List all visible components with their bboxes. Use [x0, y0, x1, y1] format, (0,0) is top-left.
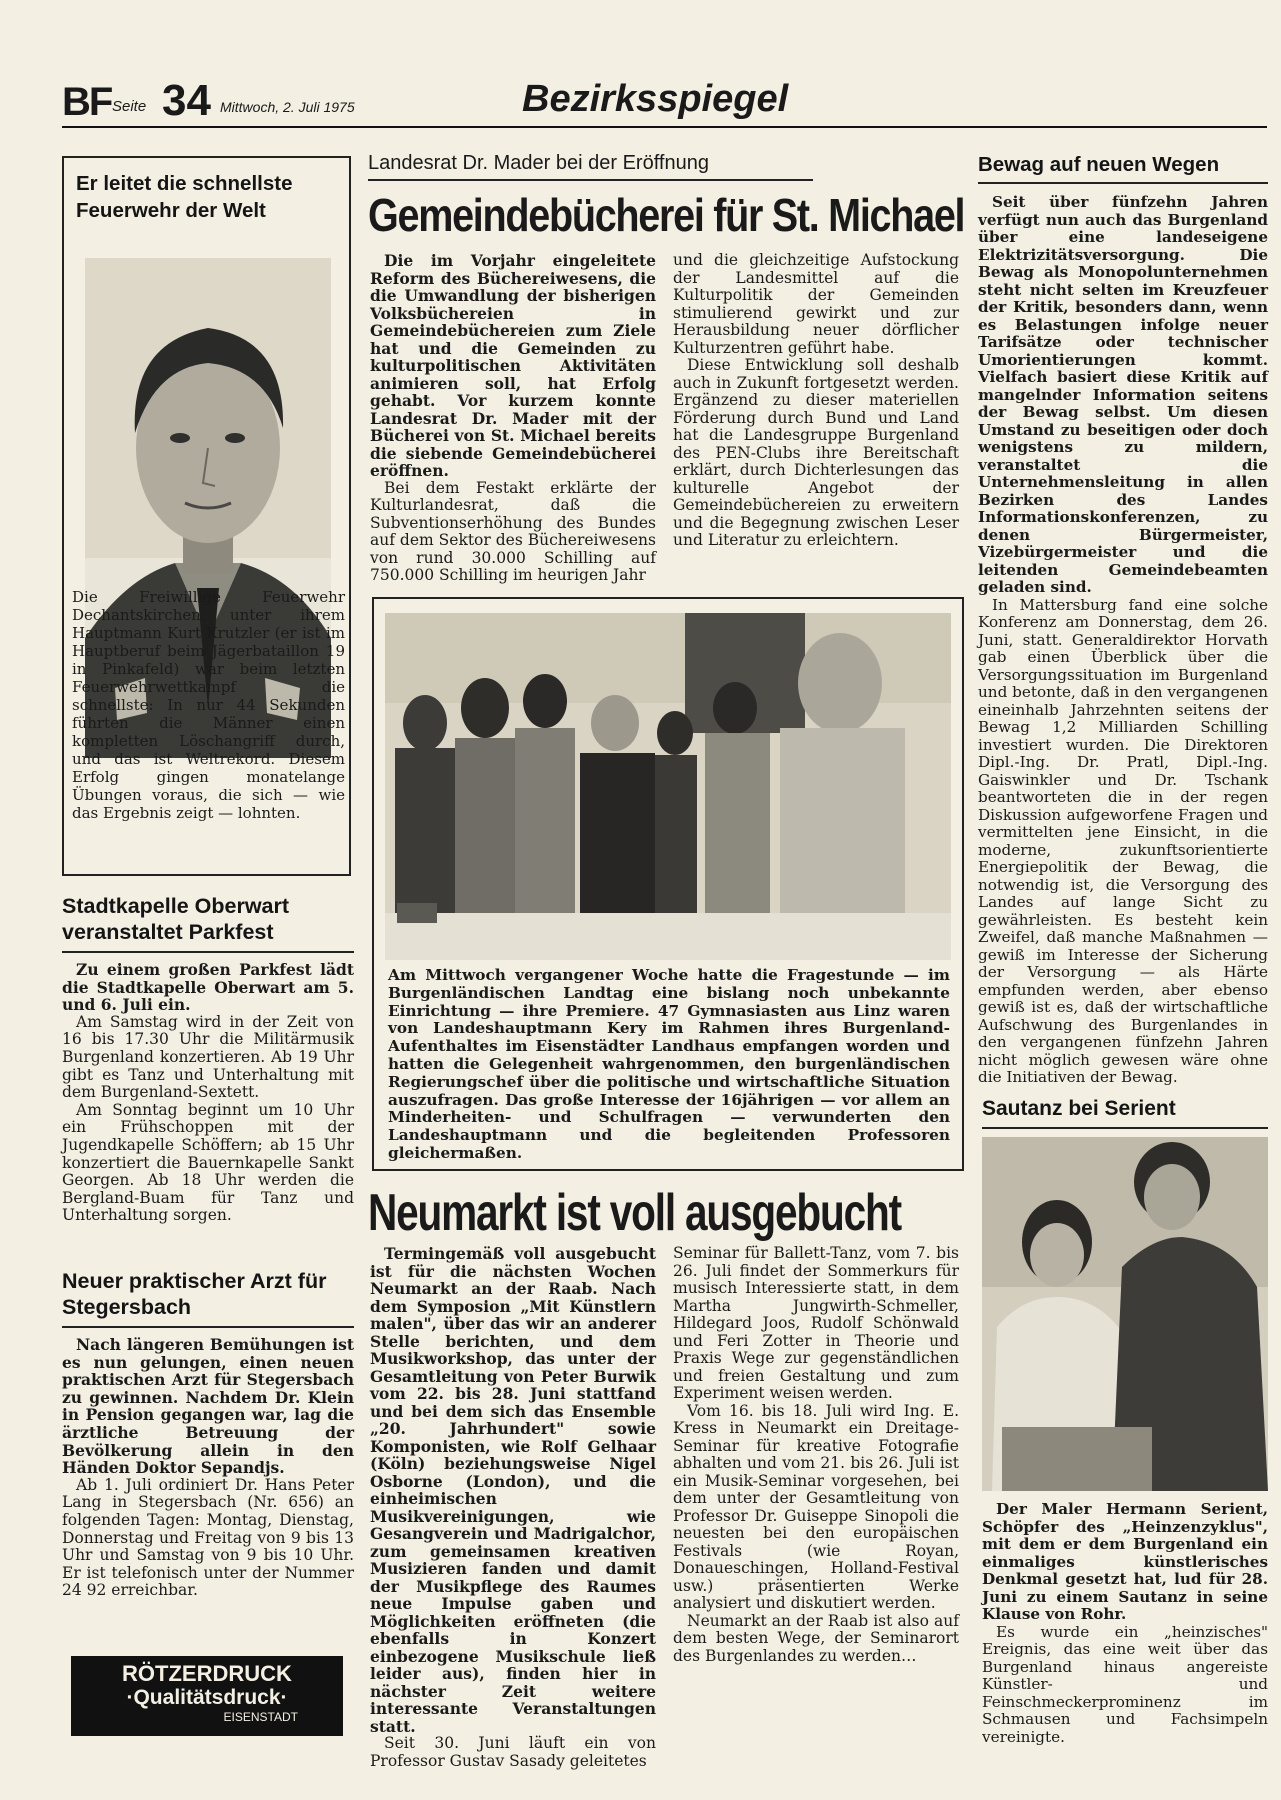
sautanz-photo: [982, 1137, 1268, 1491]
bewag-headline: Bewag auf neuen Wegen: [978, 153, 1220, 176]
arzt-lead: Nach längeren Bemühungen ist es nun gelungen, einen neuen praktischen Arzt für Stegersbach zu gewinnen. Nachdem Dr. Klein in Pension gegangen war, lag die ärztliche Betreuung der Bevölkerung allein in den Händen Doktor Sepandjs.: [62, 1335, 354, 1478]
stadtkapelle-rule: [62, 951, 354, 953]
newspaper-logo: BF: [62, 80, 112, 124]
buecherei-kicker: Landesrat Dr. Mader bei der Eröffnung: [368, 152, 709, 174]
bewag-article: [978, 152, 1268, 1087]
landtag-group-photo: [385, 613, 951, 960]
arzt-rule: [62, 1326, 354, 1328]
neumarkt-article: [368, 1185, 968, 1241]
neumarkt-col-2: [673, 1245, 959, 1665]
bewag-body: [978, 194, 1268, 1087]
stadtkapelle-paragraph: Am Sonntag beginnt um 10 Uhr ein Frühschoppen mit der Jugendkapelle Schöffern; ab 15 Uhr konzertiert die Bauernkapelle Sankt Georgen. Ab 18 Uhr werden die Bergland-Buam für Tanz und Unterhaltung sorgen.: [62, 1100, 354, 1225]
sautanz-paragraph: Es wurde ein „heinzisches" Ereignis, das eine weit über das Burgenland hinaus angereiste Künstler- und Feinschmeckerprominenz im Schmausen und Fachsimpeln vereinigte.: [982, 1622, 1268, 1746]
arzt-article: [62, 1268, 354, 1600]
buecherei-paragraph: und die gleichzeitige Aufstockung der Landesmittel auf die Kulturpolitik der Gemeinden stimulierend gewirkt und zur Herausbildung neuer dörflicher Kulturzentren geführt habe.: [673, 251, 959, 357]
bewag-rule: [978, 182, 1268, 184]
feuerwehr-caption: Die Freiwillige Feuerwehr Dechantskirchen unter ihrem Hauptmann Kurt Krutzler (er ist im Hauptberuf beim Jägerbataillon 19 in Pinkafeld) war beim letzten Feuerwehrwettkampf die schnellste: In nur 44 Sekunden führten die Männer einen kompletten Löschangriff durch, und das ist Weltrekord. Diesem Erfolg gingen monatelange Übungen voraus, die sich — wie das Ergebnis zeigt — lohnten.: [72, 588, 345, 822]
landtag-caption: Am Mittwoch vergangener Woche hatte die Fragestunde — im Burgenländischen Landtag eine bislang noch unbekannte Einrichtung — ihre Premiere. 47 Gymnasiasten aus Linz waren von Landeshauptmann Kery im Rahmen ihres Burgenland-Aufenthaltes im Eisenstädter Landhaus empfangen worden und hatten die Gelegenheit wahrgenommen, den burgenländischen Regierungschef über die politische und wirtschaftliche Situation auszufragen. Das große Interesse der 16jährigen — vor allem an Minderheiten- und Schulfragen — verwunderten den Landeshauptmann und die begleitenden Professoren gleichermaßen.: [388, 966, 950, 1162]
roetzerdruck-ad: [71, 1656, 343, 1736]
ad-line-3: EISENSTADT: [223, 1710, 298, 1724]
neumarkt-lead: Termingemäß voll ausgebucht ist für die nächsten Wochen Neumarkt an der Raab. Nach dem Symposion „Mit Künstlern malen", über das wir an anderer Stelle berichten, und dem Musikworkshop, das unter der Gesamtleitung von Peter Burwik vom 22. bis 28. Juni stattfand und bei dem sich das Ensemble „20. Jahrhundert" sowie Komponisten, wie Rolf Gelhaar (Köln) beziehungsweise Nigel Osborne (London), und die einheimischen Musikvereinigungen, wie Gesangverein und Madrigalchor, zum gemeinsamen kreativen Musizieren fanden und damit der Musikpflege des Raumes neue Impulse gaben und Möglichkeiten eröffneten (die ebenfalls in Konzert einbezogene Musikschule ließ leider aus), finden hier in nächster Zeit weitere interessante Veranstaltungen statt.: [370, 1244, 656, 1736]
buecherei-paragraph: Diese Entwicklung soll deshalb auch in Zukunft fortgesetzt werden. Ergänzend zu dieser materiellen Förderung durch Bund und Land hat die Landesgruppe Burgenland des PEN-Clubs ihre Bereitschaft erklärt, durch Dichterlesungen das kulturelle Angebot der Gemeindebüchereien zu erweitern und die Begegnung zwischen Leser und Literatur zu erleichtern.: [673, 356, 959, 549]
buecherei-col-1: [370, 252, 656, 585]
ad-line-2: ·Qualitätsdruck·: [126, 1686, 288, 1709]
sautanz-rule: [982, 1127, 1268, 1129]
buecherei-col-2: [673, 252, 959, 550]
sautanz-lead: Der Maler Hermann Serient, Schöpfer des „Heinzenzyklus", mit dem er dem Burgenland ein einmaliges künstlerisches Denkmal gesetzt hat, lud für 28. Juni zu einem Sautanz in seine Klause von Rohr.: [982, 1500, 1268, 1623]
neumarkt-paragraph: Seit 30. Juni läuft ein von Professor Gustav Sasady geleitetes: [370, 1734, 656, 1770]
neumarkt-col-1: [370, 1245, 656, 1770]
sautanz-headline: Sautanz bei Serient: [982, 1097, 1176, 1120]
masthead-rule: [62, 126, 1267, 128]
stadtkapelle-body: [62, 961, 354, 1225]
stadtkapelle-article: [62, 893, 354, 1225]
ad-line-1: RÖTZERDRUCK: [122, 1661, 292, 1686]
arzt-body: [62, 1336, 354, 1600]
stadtkapelle-lead: Zu einem großen Parkfest lädt die Stadtkapelle Oberwart am 5. und 6. Juli ein.: [62, 960, 354, 1015]
bewag-paragraph: In Mattersburg fand eine solche Konferenz am Donnerstag, dem 26. Juni, statt. Generaldirektor Horvath gab einen Überblick über die Versorgungssituation im Burgenland und betonte, daß in den vergangenen eineinhalb Jahrzehnten seitens der Bewag 1,2 Milliarden Schilling investiert wurden. Die Direktoren Dipl.-Ing. Dr. Pratl, Dipl.-Ing. Gaiswinkler und Dr. Tschank beantworteten die in der regen Diskussion aufgeworfene Fragen und vermittelten jene Einsicht, in die moderne, zukunftsorientierte Energiepolitik der Bewag, die notwendig ist, die Versorgung des Landes auf lange Sicht zu gewährleisten. Es besteht kein Zweifel, daß manche Maßnahmen — gewiß im Interesse der Sicherung der Versorgung — als Härte empfunden werden, aber ebenso gewiß ist es, daß der wirtschaftliche Aufschwung des Burgenlandes in den vergangenen fünfzehn Jahren nicht möglich gewesen wäre ohne die Initiativen der Bewag.: [978, 595, 1268, 1086]
buecherei-paragraph: Bei dem Festakt erklärte der Kulturlandesrat, daß die Subventionserhöhung des Bundes auf dem Sektor des Büchereiwesens von rund 30.000 Schilling auf 750.000 Schilling im heurigen Jahr: [370, 478, 656, 584]
neumarkt-headline: Neumarkt ist voll ausgebucht: [368, 1184, 901, 1242]
section-title: Bezirksspiegel: [522, 78, 789, 120]
page-label: Seite: [112, 98, 147, 115]
buecherei-lead: Die im Vorjahr eingeleitete Reform des Büchereiwesens, die die Umwandlung der bisherigen Volksbüchereien in Gemeindebüchereien zum Ziele hat und die Gemeinden zu kulturpolitischen Aktivitäten animieren soll, hat Erfolg gehabt. Vor kurzem konnte Landesrat Dr. Mader mit der Bücherei von St. Michael bereits die siebende Gemeindebücherei eröffnen.: [370, 251, 656, 480]
neumarkt-paragraph: Vom 16. bis 18. Juli wird Ing. E. Kress in Neumarkt ein Dreitage-Seminar für kreative Fotografie abhalten und vom 21. bis 26. Juli ist ein Musik-Seminar vorgesehen, bei dem unter der Gesamtleitung von Professor Dr. Guiseppe Sinopoli die neuesten bei den europäischen Festivals (wie Royan, Donaueschingen, Holland-Festival usw.) präsentierten Werke analysiert und diskutiert werden.: [673, 1401, 959, 1612]
issue-date: Mittwoch, 2. Juli 1975: [220, 99, 355, 115]
buecherei-headline: Gemeindebücherei für St. Michael: [368, 189, 965, 241]
masthead: [62, 74, 1267, 128]
bewag-lead: Seit über fünfzehn Jahren verfügt nun auch das Burgenland über eine landeseigene Elektrizitätsversorgung. Die Bewag als Monopolunternehmen steht nicht selten im Kreuzfeuer der Kritik, besonders dann, wenn es Belastungen infolge neuer Tarifsätze oder technischer Umorientierungen kommt. Vielfach basiert diese Kritik auf mangelnder Information seitens der Bewag selbst. Um diesen Umstand zu beseitigen oder doch wenigstens zu mildern, veranstaltet die Unternehmensleitung in allen Bezirken des Landes Informationskonferenzen, zu denen Bürgermeister, Vizebürgermeister und die leitenden Gemeindebeamten geladen sind.: [978, 193, 1268, 596]
page-number: 34: [162, 76, 211, 125]
landtag-article: [372, 597, 964, 1171]
stadtkapelle-headline: Stadtkapelle Oberwart veranstaltet Parkfest: [62, 894, 290, 944]
group-illustration: [385, 613, 951, 960]
sautanz-illustration: [982, 1137, 1268, 1491]
neumarkt-paragraph: Neumarkt an der Raab ist also auf dem besten Wege, der Seminarort des Burgenlandes zu werden…: [673, 1611, 959, 1665]
sautanz-body: [982, 1501, 1268, 1746]
arzt-paragraph: Ab 1. Juli ordiniert Dr. Hans Peter Lang in Stegersbach (Nr. 656) an folgenden Tagen: Montag, Dienstag, Donnerstag und Freitag von 9 bis 13 Uhr und Samstag von 9 bis 10 Uhr. Er ist telefonisch unter der Nummer 24 92 erreichbar.: [62, 1475, 354, 1600]
kicker-rule: [368, 179, 813, 181]
stadtkapelle-paragraph: Am Samstag wird in der Zeit von 16 bis 17.30 Uhr die Militärmusik Burgenland konzertieren. Ab 19 Uhr gibt es Tanz und Unterhaltung mit dem Burgenland-Sextett.: [62, 1012, 354, 1102]
arzt-headline: Neuer praktischer Arzt für Stegersbach: [62, 1269, 327, 1319]
sautanz-article: [982, 1096, 1268, 1746]
neumarkt-paragraph: Seminar für Ballett-Tanz, vom 7. bis 26. Juli findet der Sommerkurs für musisch Interessierte statt, in dem Martha Jungwirth-Schmeller, Hildegard Joos, Rudolf Schönwald und Feri Zotter in Theorie und Praxis Wege zur gegenständlichen und freien Gestaltung und zum Experiment weisen werden.: [673, 1244, 959, 1402]
feuerwehr-article: [62, 156, 351, 876]
buecherei-article: [368, 152, 968, 239]
feuerwehr-headline: Er leitet die schnellste Feuerwehr der Welt: [76, 172, 293, 222]
